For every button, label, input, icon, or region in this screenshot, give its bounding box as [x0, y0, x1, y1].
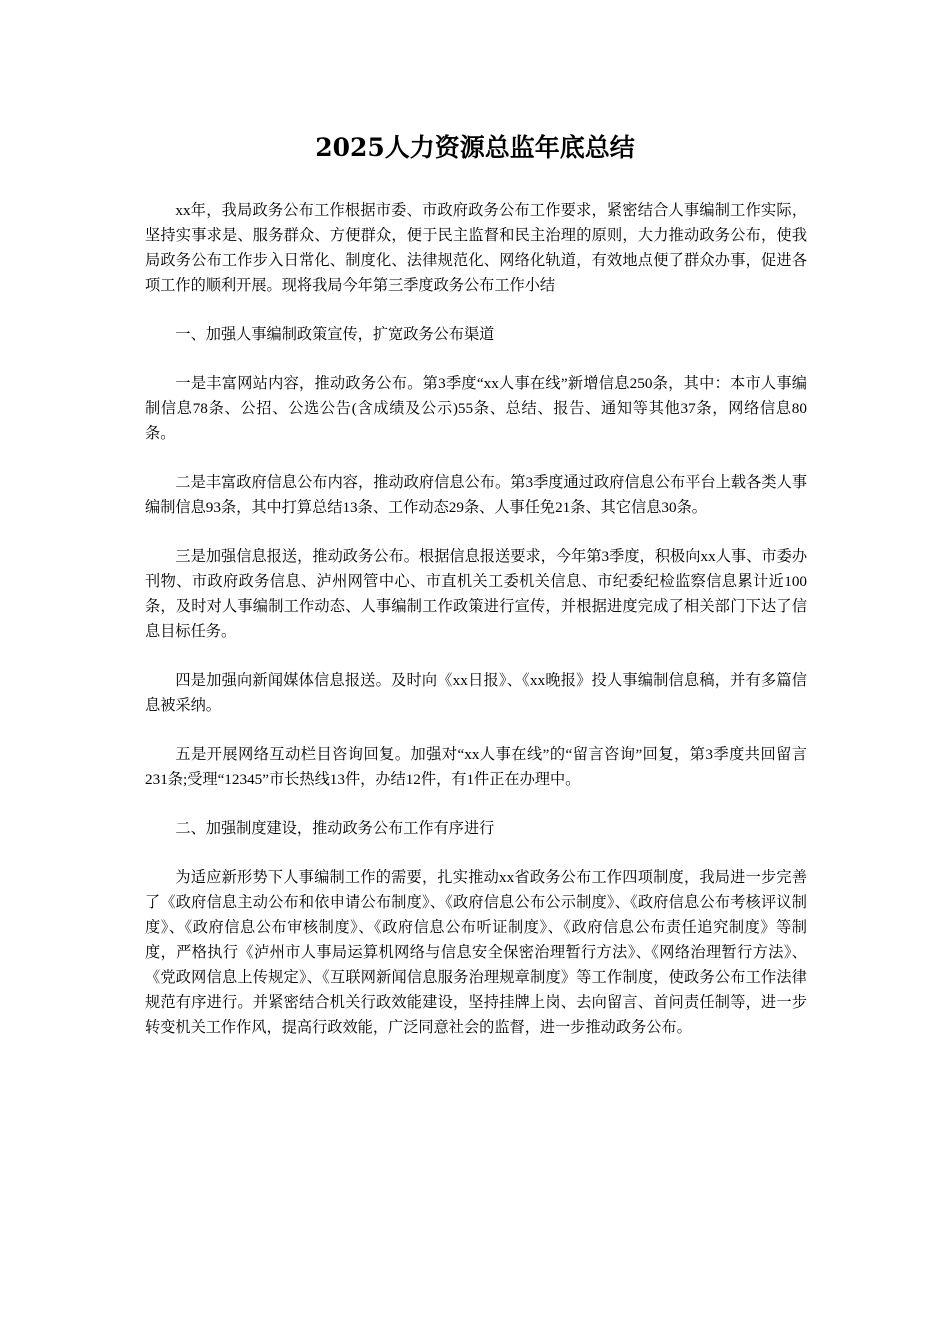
paragraph-item-1: 一是丰富网站内容，推动政务公布。第3季度“xx人事在线”新增信息250条，其中：本市人事编制信息78条、公招、公选公告(含成绩及公示)55条、总结、报告、通知等其他37条，网络信息80条。: [145, 375, 807, 442]
paragraph-intro: xx年，我局政务公布工作根据市委、市政府政务公布工作要求，紧密结合人事编制工作实际，坚持实事求是、服务群众、方便群众，便于民主监督和民主治理的原则，大力推动政务公布，使我局政务公布工作步入日常化、制度化、法律规范化、网络化轨道，有效地点便了群众办事，促进各项工作的顺利开展。现将我局今年第三季度政务公布工作小结: [145, 202, 807, 294]
paragraph-item-5: 五是开展网络互动栏目咨询回复。加强对“xx人事在线”的“留言咨询”回复，第3季度共回留言231条;受理“12345”市长热线13件，办结12件，有1件正在办理中。: [145, 746, 807, 788]
paragraph-item-3: 三是加强信息报送，推动政务公布。根据信息报送要求，今年第3季度，积极向xx人事、市委办刊物、市政府政务信息、泸州网管中心、市直机关工委机关信息、市纪委纪检监察信息累计近100条，及时对人事编制工作动态、人事编制工作政策进行宣传，并根据进度完成了相关部门下达了信息目标任务。: [145, 548, 807, 640]
document-title: 2025人力资源总监年底总结: [315, 133, 635, 162]
paragraph-systems: 为适应新形势下人事编制工作的需要，扎实推动xx省政务公布工作四项制度，我局进一步完善了《政府信息主动公布和依申请公布制度》、《政府信息公布公示制度》、《政府信息公布考核评议制度》、《政府信息公布审核制度》、《政府信息公布听证制度》、《政府信息公布责任追究制度》等制度，严格执行《泸州市人事局运算机网络与信息安全保密治理暂行方法》、《网络治理暂行方法》、《党政网信息上传规定》、《互联网新闻信息服务治理规章制度》等工作制度，使政务公布工作法律规范有序进行。并紧密结合机关行政效能建设，坚持挂牌上岗、去向留言、首问责任制等，进一步转变机关工作作风，提高行政效能，广泛同意社会的监督，进一步推动政务公布。: [145, 869, 807, 1036]
paragraph-item-4: 四是加强向新闻媒体信息报送。及时向《xx日报》、《xx晚报》投人事编制信息稿，并有多篇信息被采纳。: [145, 672, 807, 714]
paragraph-item-2: 二是丰富政府信息公布内容，推动政府信息公布。第3季度通过政府信息公布平台上载各类人事编制信息93条，其中打算总结13条、工作动态29条、人事任免21条、其它信息30条。: [145, 474, 807, 516]
section-heading-2: 二、加强制度建设，推动政务公布工作有序进行: [175, 820, 495, 837]
document-body: [145, 198, 807, 1064]
section-heading-1: 一、加强人事编制政策宣传，扩宽政务公布渠道: [175, 326, 495, 343]
